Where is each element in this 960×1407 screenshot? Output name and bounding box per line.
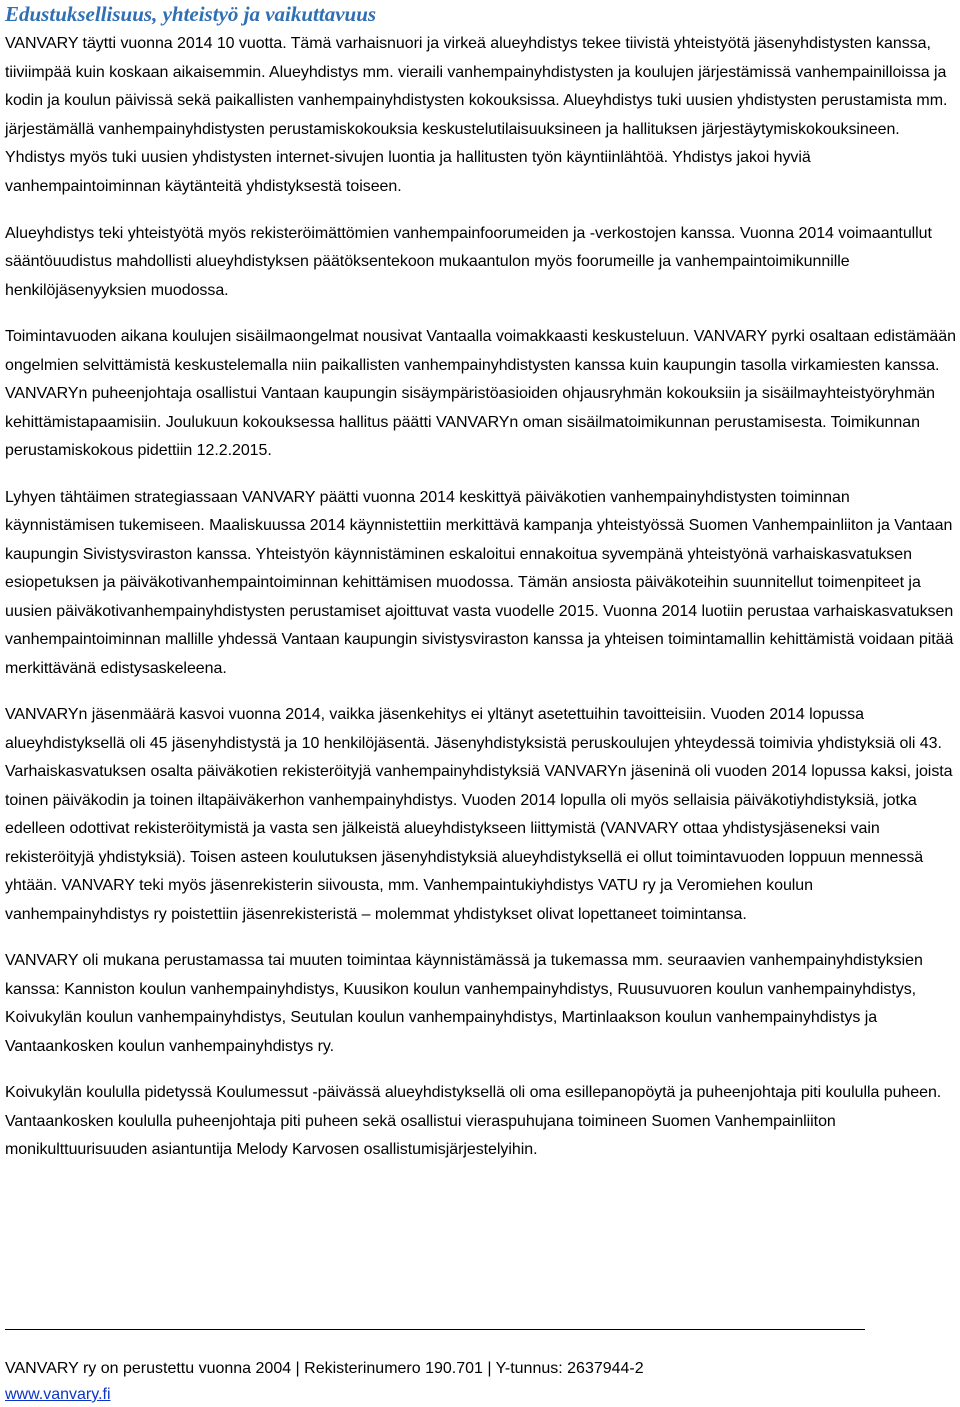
section-heading: Edustuksellisuus, yhteistyö ja vaikuttavuus	[5, 2, 377, 26]
paragraph-indoor-air: Toimintavuoden aikana koulujen sisäilmaongelmat nousivat Vantaalla voimakkaasti keskusteluun. VANVARY pyrki osaltaan edistämään ongelmien selvittämistä keskustelemalla niin paikallisten vanhempainyhdistysten kanssa kuin kaupungin tasolla virkamiesten kanssa. VANVARYn puheenjohtaja osallistui Vantaan kaupungin sisäympäristöasioiden ohjausryhmän kokouksiin ja sisäilmayhteistyöryhmän kehittämistapaamisiin. Joulukuun kokouksessa hallitus päätti VANVARYn oman sisäilmatoimikunnan perustamisesta. Toimikunnan perustamiskokous pidettiin 12.2.2015.	[5, 328, 956, 460]
footer-divider	[5, 1329, 865, 1330]
paragraph-anniversary: VANVARY täytti vuonna 2014 10 vuotta. Tämä varhaisnuori ja virkeä alueyhdistys tekee tiivistä yhteistyötä jäsenyhdistysten kanssa, tiiviimpää kuin koskaan aikaisemmin. Alueyhdistys mm. vieraili vanhempainyhdistysten ja koulujen järjestämissä vanhempainilloissa ja kodin ja koulun päivissä sekä paikallisten vanhempainyhdistysten kokouksissa. Alueyhdistys tuki uusien yhdistysten perustamista mm. järjestämällä vanhempainyhdistysten perustamiskokouksia keskustelutilaisuuksineen ja hallituksen järjestäytymiskokouksineen. Yhdistys myös tuki uusien yhdistysten internet-sivujen luontia ja hallitusten työn käyntiinlähtöä. Yhdistys jakoi hyviä vanhempaintoiminnan käytänteitä yhdistyksestä toiseen.	[5, 35, 948, 195]
paragraph-strategy: Lyhyen tähtäimen strategiassaan VANVARY päätti vuonna 2014 keskittyä päiväkotien vanhempainyhdistysten toiminnan käynnistämisen tukemiseen. Maaliskuussa 2014 käynnistettiin merkittävä kampanja yhteistyössä Suomen Vanhempainliiton ja Vantaan kaupungin Sivistysviraston kanssa. Yhteistyön käynnistäminen eskaloitui ennakoitua syvempänä yhteistyönä varhaiskasvatuksen esiopetuksen ja päiväkotivanhempaintoiminnan kehittämisen muodossa. Tämän ansiosta päiväkoteihin suunnitellut toimenpiteet ja uusien päiväkotivanhempainyhdistysten perustamiset ajoittuvat vasta vuodelle 2015. Vuonna 2014 luotiin perustaa varhaiskasvatuksen vanhempaintoiminnan mallille yhdessä Vantaan kaupungin sivistysviraston kanssa ja yhteisen toimintamallin kehittämistä voidaan pitää merkittävänä edistysaskeleena.	[5, 488, 954, 677]
footer-info: VANVARY ry on perustettu vuonna 2004 | Rekisterinumero 190.701 | Y-tunnus: 2637944-2	[5, 1360, 644, 1377]
paragraph-forums: Alueyhdistys teki yhteistyötä myös rekisteröimättömien vanhempainfoorumeiden ja -verkostojen kanssa. Vuonna 2014 voimaantullut sääntöuudistus mahdollisti alueyhdistyksen päätöksentekoon mukaantulon myös foorumeille ja vanhempaintoimikunnille henkilöjäsenyyksien muodossa.	[5, 224, 932, 299]
paragraph-founding-support: VANVARY oli mukana perustamassa tai muuten toimintaa käynnistämässä ja tukemassa mm. seuraavien vanhempainyhdistyksien kanssa: Kanniston koulun vanhempainyhdistys, Kuusikon koulun vanhempainyhdistys, Ruusuvuoren koulun vanhempainyhdistys, Koivukylän koulun vanhempainyhdistys, Seutulan koulun vanhempainyhdistys, Martinlaakson koulun vanhempainyhdistys ja Vantaankosken koulun vanhempainyhdistys ry.	[5, 952, 923, 1055]
website-link[interactable]: www.vanvary.fi	[5, 1386, 111, 1403]
paragraph-events: Koivukylän koululla pidetyssä Koulumessut -päivässä alueyhdistyksellä oli oma esillepanopöytä ja puheenjohtaja piti koululla puheen. Vantaankosken koululla puheenjohtaja piti puheen sekä osallistui vieraspuhujana toimineen Suomen Vanhempainliiton monikulttuurisuuden asiantuntija Melody Karvosen osallistumisjärjestelyihin.	[5, 1084, 942, 1159]
paragraph-membership: VANVARYn jäsenmäärä kasvoi vuonna 2014, vaikka jäsenkehitys ei yltänyt asetettuihin tavoitteisiin. Vuoden 2014 lopussa alueyhdistyksellä oli 45 jäsenyhdistystä ja 10 henkilöjäsentä. Jäsenyhdistyksistä peruskoulujen yhteydessä toimivia yhdistyksiä oli 43. Varhaiskasvatuksen osalta päiväkotien rekisteröityjä vanhempainyhdistyksiä VANVARYn jäseninä oli vuoden 2014 lopussa kaksi, joista toinen päiväkodin ja toinen iltapäiväkerhon vanhempainyhdistys. Vuoden 2014 lopulla oli myös sellaisia päiväkotiyhdistyksiä, jotka edelleen odottivat rekisteröitymistä ja vasta sen jälkeistä alueyhdistykseen liittymistä (VANVARY ottaa yhdistysjäseneksi vain rekisteröityjä yhdistyksiä). Toisen asteen koulutuksen jäsenyhdistyksiä alueyhdistyksellä ei ollut toimintavuoden loppuun mennessä yhtään. VANVARY teki myös jäsenrekisterin siivousta, mm. Vanhempaintukiyhdistys VATU ry ja Veromiehen koulun vanhempainyhdistys ry poistettiin jäsenrekisteristä – molemmat yhdistykset olivat lopettaneet toimintansa.	[5, 706, 953, 923]
